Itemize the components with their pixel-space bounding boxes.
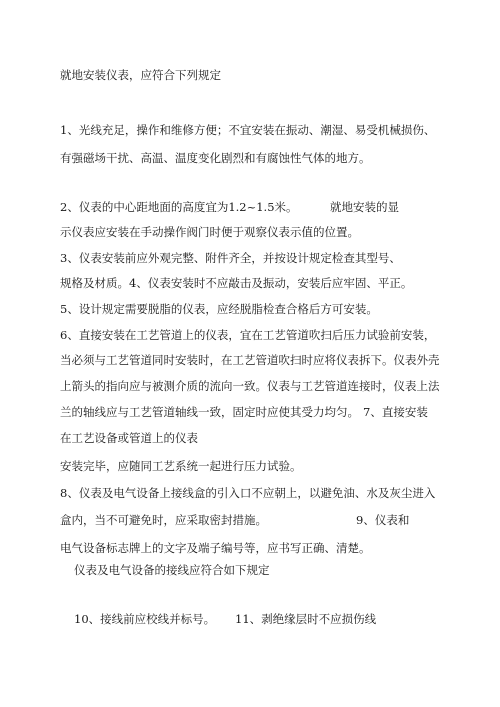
paragraph-line: 上箭头的指向应与被测介质的流向一致。仪表与工艺管道连接时，仪表上法: [60, 379, 440, 393]
paragraph-line: 电气设备标志牌上的文字及端子编号等，应书写正确、清楚。: [60, 541, 371, 555]
paragraph-line: 11、剥绝缘层时不应损伤线: [235, 612, 377, 626]
paragraph-line: 2、仪表的中心距地面的高度宜为1.2~1.5米。: [60, 200, 298, 214]
paragraph-line: 盒内，当不可避免时，应采取密封措施。: [60, 513, 267, 527]
paragraph-line: 安装完毕，应随同工艺系统一起进行压力试验。: [60, 459, 302, 473]
section-heading: 仪表及电气设备的接线应符合如下规定: [74, 563, 270, 577]
paragraph-line: 就地安装的显: [330, 200, 399, 214]
paragraph-line: 示仪表应安装在手动操作阀门时便于观察仪表示值的位置。: [60, 225, 359, 239]
paragraph-line: 5、设计规定需要脱脂的仪表，应经脱脂检查合格后方可安装。: [60, 302, 378, 316]
paragraph-line: 规格及材质。4、仪表安装时不应敲击及振动，安装后应牢固、平正。: [60, 276, 413, 290]
paragraph-line: 10、接线前应校线并标号。: [74, 612, 216, 626]
paragraph-line: 兰的轴线应与工艺管道轴线一致，固定时应使其受力均匀。: [60, 405, 359, 419]
paragraph-line: 8、仪表及电气设备上接线盒的引入口不应朝上，以避免油、水及灰尘进入: [60, 486, 436, 500]
paragraph-line: 1、光线充足，操作和维修方便；不宜安装在振动、潮湿、易受机械损伤、: [60, 123, 436, 137]
paragraph-line: 7、直接安装: [363, 405, 428, 419]
paragraph-line: 在工艺设备或管道上的仪表: [60, 431, 198, 445]
paragraph-line: 有强磁场干扰、高温、温度变化剧烈和有腐蚀性气体的地方。: [60, 151, 371, 165]
paragraph-line: 3、仪表安装前应外观完整、附件齐全，并按设计规定检查其型号、: [60, 251, 401, 265]
section-heading: 就地安装仪表，应符合下列规定: [60, 68, 221, 82]
paragraph-line: 6、直接安装在工艺管道上的仪表，宜在工艺管道吹扫后压力试验前安装，: [60, 328, 436, 342]
paragraph-line: 9、仪表和: [356, 513, 410, 527]
paragraph-line: 当必须与工艺管道同时安装时，在工艺管道吹扫时应将仪表拆下。仪表外壳: [60, 353, 440, 367]
